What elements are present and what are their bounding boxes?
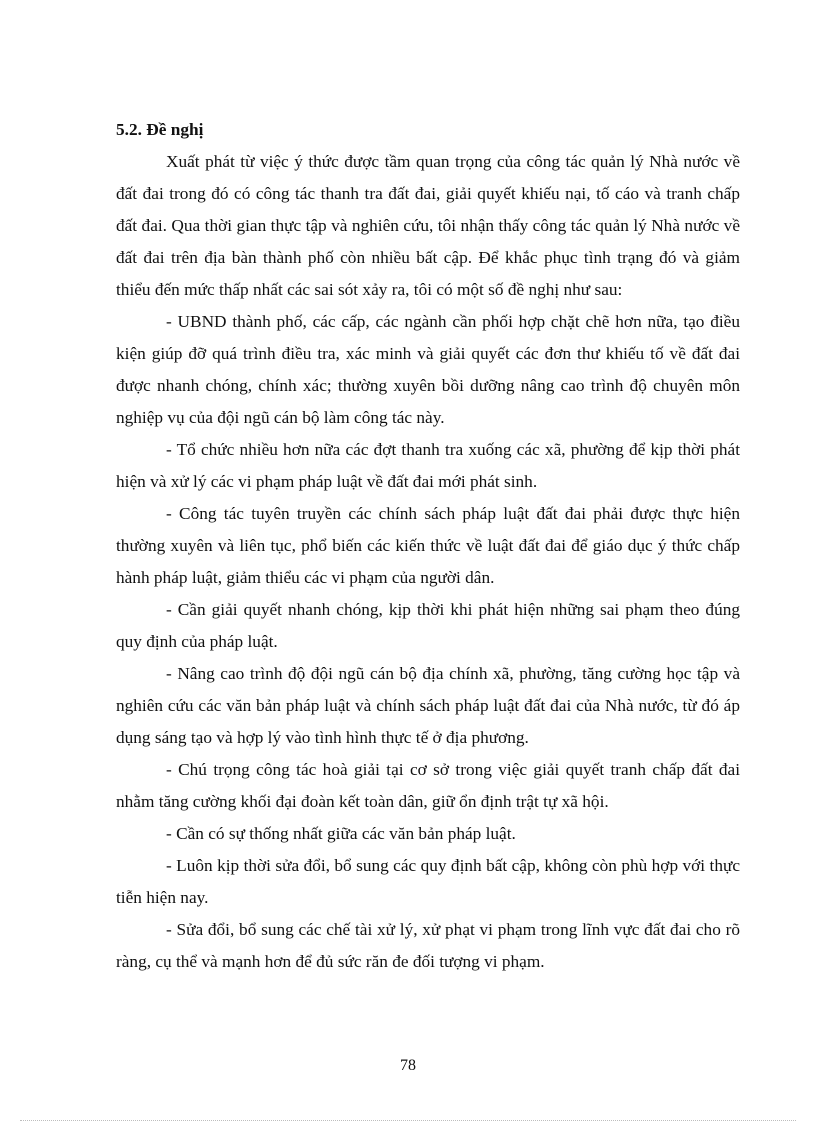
page-content (116, 114, 740, 978)
section-heading: 5.2. Đề nghị (116, 120, 204, 139)
page-number: 78 (400, 1057, 416, 1074)
paragraph-item-thanh-tra: - Tổ chức nhiều hơn nữa các đợt thanh tra xuống các xã, phường để kịp thời phát hiện và xử lý các vi phạm pháp luật về đất đai mới phát sinh. (116, 440, 740, 491)
paragraph-item-hoa-giai: - Chú trọng công tác hoà giải tại cơ sở trong việc giải quyết tranh chấp đất đai nhằm tăng cường khối đại đoàn kết toàn dân, giữ ổn định trật tự xã hội. (116, 760, 740, 811)
paragraph-intro: Xuất phát từ việc ý thức được tầm quan trọng của công tác quản lý Nhà nước về đất đai trong đó có công tác thanh tra đất đai, giải quyết khiếu nại, tố cáo và tranh chấp đất đai. Qua thời gian thực tập và nghiên cứu, tôi nhận thấy công tác quản lý Nhà nước về đất đai trên địa bàn thành phố còn nhiều bất cập. Để khắc phục tình trạng đó và giảm thiểu đến mức thấp nhất các sai sót xảy ra, tôi có một số đề nghị như sau: (116, 152, 740, 299)
paragraph-item-nang-cao: - Nâng cao trình độ đội ngũ cán bộ địa chính xã, phường, tăng cường học tập và nghiên cứu các văn bản pháp luật và chính sách pháp luật đất đai của Nhà nước, từ đó áp dụng sáng tạo và hợp lý vào tình hình thực tế ở địa phương. (116, 664, 740, 747)
paragraph-item-sua-doi-quy-dinh: - Luôn kịp thời sửa đổi, bổ sung các quy định bất cập, không còn phù hợp với thực tiễn hiện nay. (116, 856, 740, 907)
page-bottom-divider (20, 1120, 796, 1121)
paragraph-item-thong-nhat: - Cần có sự thống nhất giữa các văn bản pháp luật. (166, 824, 516, 843)
paragraph-item-giai-quyet: - Cần giải quyết nhanh chóng, kịp thời khi phát hiện những sai phạm theo đúng quy định của pháp luật. (116, 600, 740, 651)
paragraph-item-ubnd: - UBND thành phố, các cấp, các ngành cần phối hợp chặt chẽ hơn nữa, tạo điều kiện giúp đỡ quá trình điều tra, xác minh và giải quyết các đơn thư khiếu tố về đất đai được nhanh chóng, chính xác; thường xuyên bồi dưỡng nâng cao trình độ chuyên môn nghiệp vụ của đội ngũ cán bộ làm công tác này. (116, 312, 740, 427)
paragraph-item-che-tai: - Sửa đổi, bổ sung các chế tài xử lý, xử phạt vi phạm trong lĩnh vực đất đai cho rõ ràng, cụ thể và mạnh hơn để đủ sức răn đe đối tượng vi phạm. (116, 920, 740, 971)
paragraph-item-tuyen-truyen: - Công tác tuyên truyền các chính sách pháp luật đất đai phải được thực hiện thường xuyên và liên tục, phổ biến các kiến thức về luật đất đai để giáo dục ý thức chấp hành pháp luật, giảm thiểu các vi phạm của người dân. (116, 504, 740, 587)
